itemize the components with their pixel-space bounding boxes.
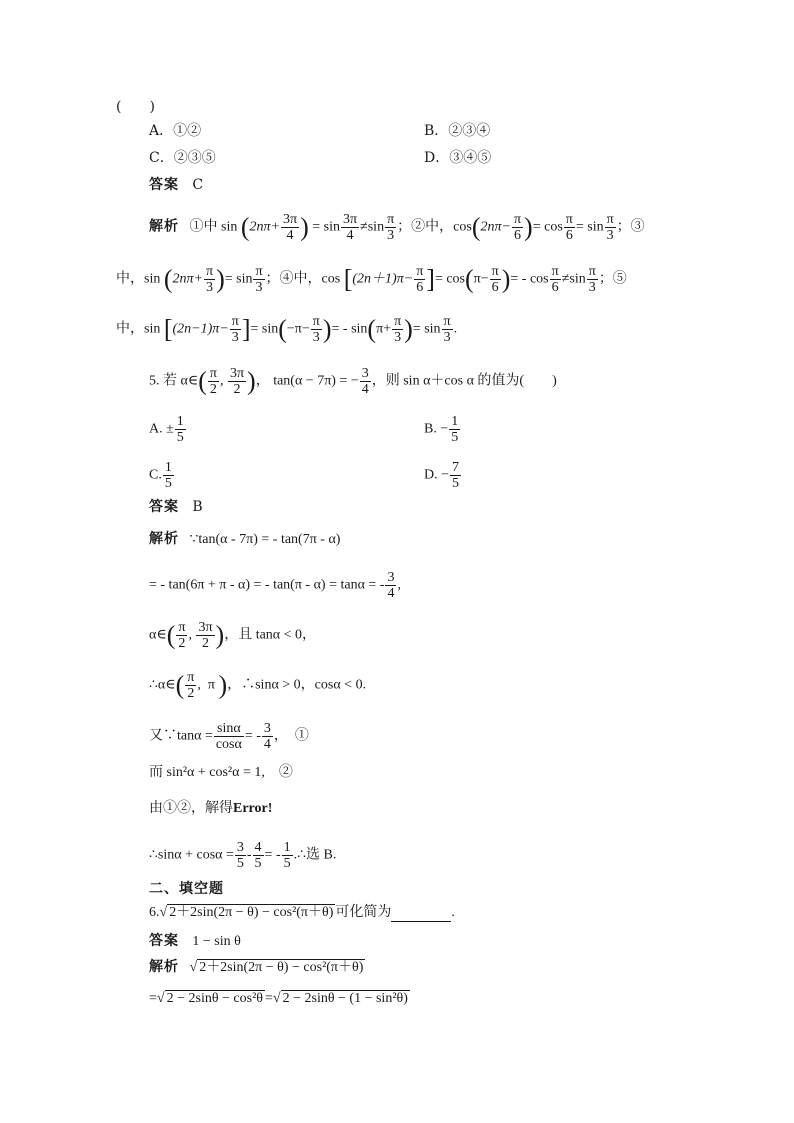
text: ∴α∈	[149, 677, 176, 693]
num: π	[443, 314, 451, 329]
analysis-step-7	[149, 800, 272, 818]
text: α∈	[149, 627, 167, 643]
den: 4	[387, 586, 395, 601]
den: 3	[255, 280, 263, 295]
text: 可化简为	[335, 905, 392, 920]
num: π	[205, 264, 214, 279]
text: B. −	[424, 421, 449, 437]
den: 5	[254, 856, 262, 871]
num: 3π	[229, 366, 245, 381]
den: 2	[201, 636, 209, 651]
text: tan(α − 7π) = −	[273, 373, 359, 389]
answer-value: B	[192, 499, 203, 515]
radicand: 2＋2sin(2π − θ) − cos²(π＋θ)	[169, 905, 334, 920]
analysis-line-3: 中，sin [(2n−1)π− $\frac{\pi}{3}$ ]= sin(−π− $\frac{\pi}{3}$ )= - sin(π+ $\frac{\pi}{3}$ )= sin $\frac{\pi}{3}$ .	[116, 314, 458, 345]
num: 3	[387, 570, 395, 585]
text: 中，sin	[116, 271, 161, 287]
den: 5	[451, 430, 459, 445]
option-b	[424, 414, 461, 445]
num: 1	[176, 414, 184, 429]
den: 2	[233, 382, 241, 397]
den: 5	[176, 430, 184, 445]
option-c: C．②③⑤	[149, 150, 216, 166]
num: sinα	[214, 721, 244, 737]
text: .	[453, 321, 458, 337]
num: 3π	[282, 212, 298, 227]
den: 6	[514, 228, 521, 243]
text: = - sin	[331, 321, 368, 337]
num: 7	[452, 460, 460, 475]
radicand: 2 − 2sinθ − (1 − sin²θ)	[282, 991, 408, 1006]
option-c	[149, 460, 175, 491]
num: π	[231, 314, 239, 329]
den: 6	[491, 280, 499, 295]
analysis-step-1	[149, 530, 340, 549]
den: 2	[209, 382, 217, 397]
text: ， ①	[273, 728, 309, 744]
num: π	[606, 212, 614, 227]
text: = sin	[412, 321, 441, 337]
num: 4	[254, 840, 262, 855]
analysis-step-5	[149, 721, 309, 752]
den: 4	[263, 737, 271, 752]
text: = sin	[575, 219, 604, 235]
radicand: 2 − 2sinθ − cos²θ	[166, 991, 263, 1006]
text: ∵tan(α - 7π) = - tan(7π - α)	[189, 532, 341, 547]
answer-label: 答案	[149, 933, 179, 949]
text: 2nπ−	[480, 219, 511, 235]
text: −π−	[286, 321, 310, 337]
analysis-step-2	[149, 570, 401, 601]
text: ,	[397, 577, 401, 593]
num: π	[565, 212, 573, 227]
option-d: D．③④⑤	[424, 150, 492, 166]
den: 6	[551, 280, 559, 295]
text: ①中 sin	[189, 219, 238, 235]
text: D. −	[424, 467, 450, 483]
num: π	[255, 264, 263, 279]
num: 3π	[198, 620, 213, 635]
num: π	[551, 264, 559, 279]
analysis-line-1: 解析 √ 2＋2sin(2π − θ) − cos²(π＋θ)	[149, 959, 364, 975]
den: 3	[394, 330, 402, 345]
text: = cos	[434, 271, 465, 287]
answer-label: 答案	[149, 499, 179, 515]
text: = sin	[224, 271, 253, 287]
num: 3	[236, 840, 244, 855]
answer-line	[149, 932, 241, 951]
den: 2	[178, 636, 186, 651]
option-a	[149, 414, 187, 445]
text: =	[149, 991, 157, 1006]
text: = - tan(6π + π - α) = - tan(π - α) = tanα = -	[149, 577, 385, 593]
text: 由①②，解得	[149, 801, 233, 816]
den: 4	[361, 382, 369, 397]
text: (2n−1)π−	[172, 321, 229, 337]
answer-line	[149, 498, 203, 516]
text: ；②中，cos	[397, 219, 472, 235]
option-d	[424, 460, 462, 491]
text: π−	[473, 271, 489, 287]
question-paren: ( )	[116, 99, 155, 115]
num: 1	[164, 460, 172, 475]
den: 4	[286, 228, 294, 243]
num: π	[187, 670, 195, 685]
error-text: Error!	[233, 801, 273, 816]
answer-value: C	[192, 177, 204, 193]
text: ，则 sin α＋cos α 的值为( )	[371, 373, 557, 389]
text: ∴sinα + cosα =	[149, 847, 234, 863]
den: 3	[606, 228, 614, 243]
den: 3	[231, 330, 239, 345]
den: 5	[164, 476, 172, 491]
text: 6.	[149, 905, 160, 920]
text: 5. 若 α∈	[149, 373, 199, 389]
analysis-line-2: =√ 2 − 2sinθ − cos²θ =√ 2 − 2sinθ − (1 − sin²θ)	[149, 991, 408, 1006]
text: ≠sin	[561, 271, 586, 287]
text: ；③	[616, 219, 645, 235]
text: =	[265, 991, 273, 1006]
answer-blank	[391, 907, 451, 922]
analysis-label: 解析	[149, 531, 179, 547]
text: π	[207, 677, 215, 693]
text: ；④中，cos	[265, 271, 341, 287]
text: = sin	[312, 219, 340, 235]
den: 3	[443, 330, 451, 345]
answer-value: 1 − sin θ	[192, 934, 241, 949]
text: 中，sin	[116, 321, 161, 337]
text: .	[451, 905, 455, 920]
den: 4	[346, 228, 354, 243]
den: 6	[565, 228, 573, 243]
radicand: 2＋2sin(2π − θ) − cos²(π＋θ)	[199, 960, 364, 975]
answer-label: 答案	[149, 177, 179, 193]
num: π	[491, 264, 499, 279]
text: ≠sin	[360, 219, 385, 235]
text: A. ±	[149, 421, 174, 437]
text: = cos	[532, 219, 563, 235]
num: π	[416, 264, 424, 279]
text: 2nπ+	[249, 219, 280, 235]
text: ，且 tanα < 0，	[224, 627, 317, 643]
text: = -	[244, 728, 261, 744]
den: 6	[416, 280, 424, 295]
analysis-line-1: 解析 ①中 sin (2nπ+ $\frac{3\pi}{4}$ ) = sin $\frac{3\pi}{4}$ ≠sin $\frac{\pi}{3}$ ；②中，cos(2nπ− $\frac{\pi}{6}$ )= cos $\frac{\pi}{6}$ = sin $\frac{\pi}{3}$ ；③	[149, 212, 645, 243]
num: 3	[263, 721, 271, 736]
den: 3	[312, 330, 320, 345]
num: π	[394, 314, 402, 329]
den: cosα	[215, 737, 242, 752]
den: 5	[452, 476, 460, 491]
den: 3	[588, 280, 596, 295]
analysis-step-6: 而 sin²α + cos²α = 1, ②	[149, 765, 293, 780]
num: π	[513, 212, 522, 227]
num: π	[178, 620, 186, 635]
num: 3π	[342, 212, 358, 227]
text: π+	[376, 321, 392, 337]
den: 3	[387, 228, 395, 243]
num: π	[588, 264, 596, 279]
option-b: B．②③④	[424, 123, 491, 139]
section-heading: 二、填空题	[149, 881, 224, 897]
analysis-line-2: 中，sin (2nπ+ $\frac{\pi}{3}$ )= sin $\frac{\pi}{3}$ ；④中，cos [(2n＋1)π− $\frac{\pi}{6}$ ]= cos(π− $\frac{\pi}{6}$ )= - cos $\frac{\pi}{6}$ ≠sin $\frac{\pi}{3}$ ；⑤	[116, 264, 627, 295]
num: 1	[283, 840, 291, 855]
text: = -	[264, 847, 281, 863]
den: 2	[187, 686, 195, 701]
analysis-label: 解析	[149, 218, 179, 235]
analysis-step-8	[149, 840, 336, 871]
analysis-step-4: ∴α∈( $\frac{\pi}{2}$ , π )，∴sinα > 0，cosα < 0.	[149, 670, 367, 701]
option-a: A．①②	[149, 123, 202, 139]
den: 5	[283, 856, 291, 871]
num: π	[209, 366, 217, 381]
text: .∴选 B.	[293, 847, 337, 863]
text: ；⑤	[598, 271, 627, 287]
text: ，∴sinα > 0，cosα < 0.	[227, 677, 367, 693]
answer-line	[149, 176, 203, 194]
num: 3	[361, 366, 369, 381]
question-6-stem: 6.√ 2＋2sin(2π − θ) − cos²(π＋θ) 可化简为 .	[149, 905, 455, 920]
text: = sin	[250, 321, 279, 337]
analysis-step-3: α∈( $\frac{\pi}{2}$ , $\frac{3\pi}{2}$ )，且 tanα < 0，	[149, 620, 317, 651]
den: 3	[206, 280, 214, 295]
den: 5	[236, 856, 244, 871]
question-5-stem: 5. 若 α∈( $\frac{\pi}{2}$ , $\frac{3\pi}{2}$ )， tan(α − 7π) = − $\frac{3}{4}$ ，则 sin α＋cos α 的值为( )	[149, 366, 557, 397]
num: π	[387, 212, 395, 227]
text: C.	[149, 467, 162, 483]
text: 又∵tanα =	[149, 728, 213, 744]
text: (2n＋1)π−	[352, 271, 414, 287]
text: = - cos	[510, 271, 549, 287]
num: π	[312, 314, 320, 329]
text: 2nπ+	[172, 271, 203, 287]
num: 1	[451, 414, 459, 429]
text: -	[246, 847, 252, 863]
analysis-label: 解析	[149, 959, 179, 975]
